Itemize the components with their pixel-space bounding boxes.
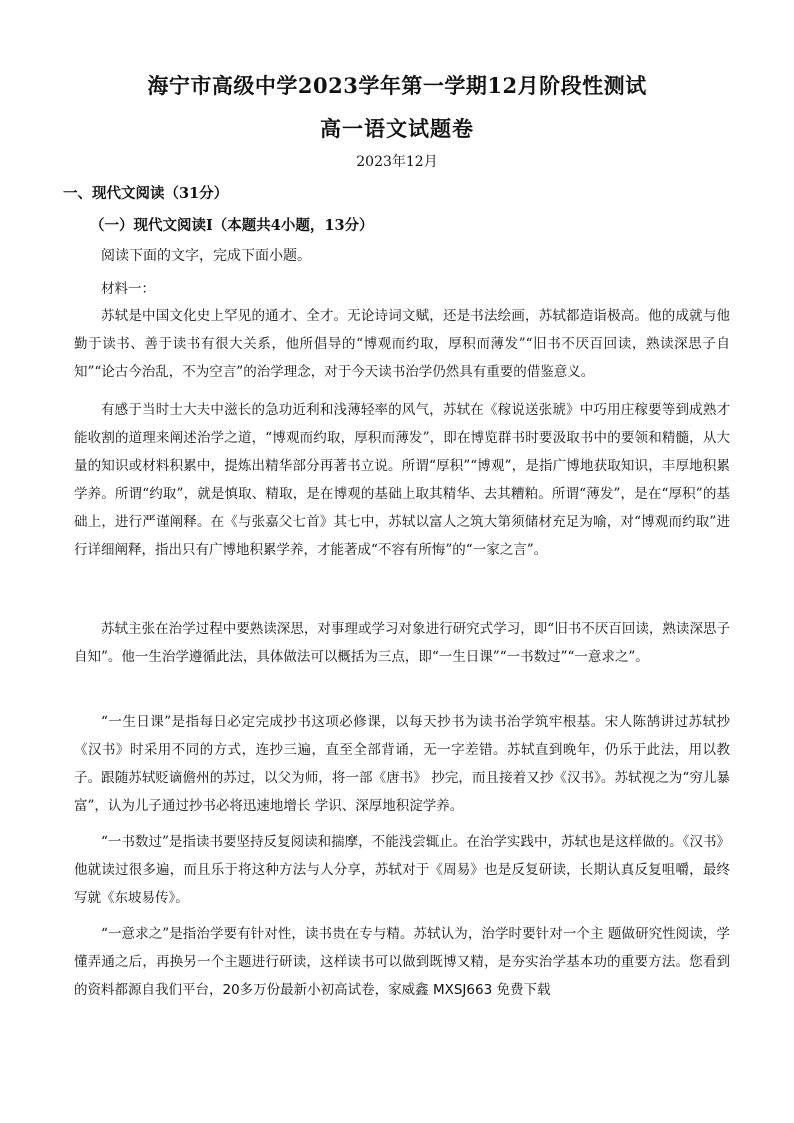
paragraph-6-text: “一意求之”是指治学要有针对性，读书贵在专与精。苏轼认为，治学时要针对一个主 题做研究性阅读，学懂弄通之后，再换另一个主题进行研读，这样读书可以做到既博又精，是夯实治学基本功的重要方法。 [74,926,730,970]
paragraph-4: “一生日课”是指每日必定完成抄书这项必修课，以每天抄书为读书治学筑牢根基。宋人陈鹄讲过苏轼抄《汉书》时采用不同的方式，连抄三遍，直至全部背诵，无一字差错。苏轼直到晚年，仍乐于此法，用以教子。跟随苏轼贬谪儋州的苏过，以父为师，将一部《唐书》 抄完，而且接着又抄《汉书》。苏轼视之为“穷儿暴富”，认为儿子通过抄书必将迅速地增长 学识、深厚地积淀学养。 [74,714,730,814]
exam-subtitle: 高一语文试题卷 [320,116,474,141]
section-heading: 一、现代文阅读（31分） [63,185,229,202]
paragraph-5: “一书数过”是指读书要坚持反复阅读和揣摩，不能浅尝辄止。在治学实践中，苏轼也是这样做的。《汉书》他就读过很多遍，而且乐于将这种方法与人分享，苏轼对于《周易》也是反复研读，长期认真反复咀嚼，最终写就《东坡易传》。 [74,834,730,906]
material-label: 材料一： [101,281,155,297]
reading-instruction: 阅读下面的文字，完成下面小题。 [101,248,311,264]
exam-title: 海宁市高级中学2023学年第一学期12月阶段性测试 [147,73,647,98]
paragraph-6 [74,920,730,1004]
subsection-heading: （一）现代文阅读Ⅰ（本题共4小题，13分） [90,217,374,234]
paragraph-2: 有感于当时士大夫中滋长的急功近利和浅薄轻率的风气，苏轼在《稼说送张琥》中巧用庄稼要等到成熟才能收割的道理来阐述治学之道，“博观而约取，厚积而薄发”，即在博览群书时要汲取书中的要领和精髓，从大量的知识或材料积累中，提炼出精华部分再著书立说。所谓“厚积”“博观”，是指广博地获取知识，丰厚地积累学养。所谓“约取”，就是慎取、精取，是在博观的基础上取其精华、去其糟粕。所谓“薄发”，是在“厚积”的基础上，进行严谨阐释。在《与张嘉父七首》其七中，苏轼以富人之筑大第须储材充足为喻，对“博观而约取”进行详细阐释，指出只有广博地积累学养，才能著成“不容有所悔”的“一家之言”。 [74,402,730,558]
exam-date: 2023年12月 [356,154,438,170]
footer-promo-text: 您看到的资料都源自我们平台，20多万份最新小初高试卷，家威鑫 MXSJ663 免费下载 [74,954,731,998]
paragraph-1: 苏轼是中国文化史上罕见的通才、全才。无论诗词文赋，还是书法绘画，苏轼都造诣极高。他的成就与他勤于读书、善于读书有很大关系，他所倡导的“博观而约取，厚积而薄发”“旧书不厌百回读，熟读深思子自知”“论古今治乱，不为空言”的治学理念，对于今天读书治学仍然具有重要的借鉴意义。 [74,308,730,380]
paragraph-3: 苏轼主张在治学过程中要熟读深思，对事理或学习对象进行研究式学习，即“旧书不厌百回读，熟读深思子自知”。他一生治学遵循此法，具体做法可以概括为三点，即“一生日课”“一书数过”“一意求之”。 [74,621,730,665]
